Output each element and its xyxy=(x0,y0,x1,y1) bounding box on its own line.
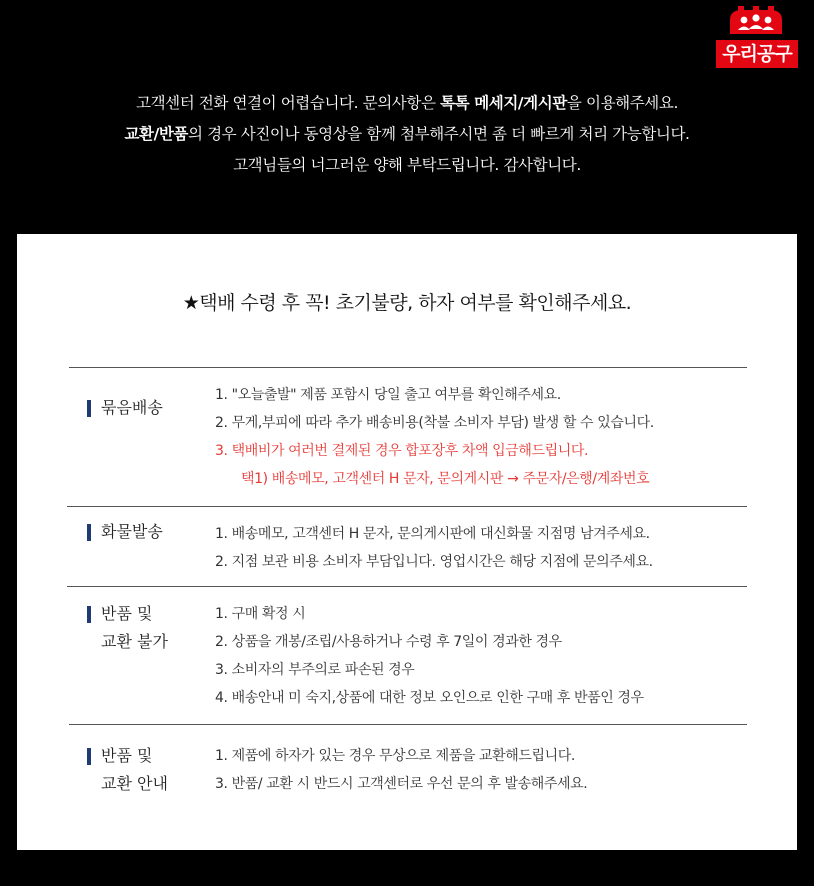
section-return-guide xyxy=(69,740,759,810)
list-item: 4. 배송안내 미 숙지,상품에 대한 정보 오인으로 인한 구매 후 반품인 경우 xyxy=(215,690,644,706)
divider xyxy=(69,367,747,368)
section-title xyxy=(87,394,163,422)
accent-bar xyxy=(87,606,91,623)
list-item: 2. 지점 보관 비용 소비자 부담입니다. 영업시간은 해당 지점에 문의주세요. xyxy=(215,554,653,570)
list-item: 1. 배송메모, 고객센터 H 문자, 문의게시판에 대신화물 지점명 남겨주세요. xyxy=(215,526,650,542)
section-title-text: 교환 안내 xyxy=(101,774,168,793)
accent-bar xyxy=(87,748,91,765)
list-item: 1. "오늘출발" 제품 포함시 당일 출고 여부를 확인해주세요. xyxy=(215,387,561,403)
divider xyxy=(67,586,747,587)
list-item: 1. 구매 확정 시 xyxy=(215,606,306,622)
info-card xyxy=(17,234,797,850)
notice-line-3: 고객님들의 너그러운 양해 부탁드립니다. 감사합니다. xyxy=(233,156,581,174)
section-return-not-allowed xyxy=(69,598,759,716)
divider xyxy=(67,506,747,507)
section-title xyxy=(87,600,168,656)
gear-people-icon xyxy=(724,6,788,34)
logo-text: 우리공구 xyxy=(716,40,798,68)
notice-text: 의 경우 사진이나 동영상을 함께 첨부해주시면 좀 더 빠르게 처리 가능합니다. xyxy=(188,125,690,143)
section-title-text: 반품 및 xyxy=(101,604,153,623)
accent-bar xyxy=(87,524,91,541)
section-items xyxy=(215,520,653,576)
section-title-text: 교환 불가 xyxy=(101,632,168,651)
notice-line-2 xyxy=(0,119,814,150)
section-bundle-shipping xyxy=(69,377,759,497)
accent-bar xyxy=(87,400,91,417)
section-title xyxy=(87,742,168,798)
section-title-text: 묶음배송 xyxy=(101,398,163,417)
list-item: 1. 제품에 하자가 있는 경우 무상으로 제품을 교환해드립니다. xyxy=(215,748,575,764)
list-item: 3. 반품/ 교환 시 반드시 고객센터로 우선 문의 후 발송해주세요. xyxy=(215,776,588,792)
section-title-text: 반품 및 xyxy=(101,746,153,765)
section-items xyxy=(215,742,587,798)
section-items xyxy=(215,381,654,493)
list-item: 택1) 배송메모, 고객센터 H 문자, 문의게시판 → 주문자/은행/계좌번호 xyxy=(241,471,650,487)
top-notice xyxy=(0,88,814,181)
section-items xyxy=(215,600,644,712)
list-item: 2. 상품을 개봉/조립/사용하거나 수령 후 7일이 경과한 경우 xyxy=(215,634,562,650)
list-item: 2. 무게,부피에 따라 추가 배송비용(착불 소비자 부담) 발생 할 수 있습니다. xyxy=(215,415,654,431)
section-freight xyxy=(69,517,759,581)
list-item: 3. 택배비가 여러번 결제된 경우 합포장후 차액 입금해드립니다. xyxy=(215,443,589,459)
notice-text: 고객센터 전화 연결이 어렵습니다. 문의사항은 xyxy=(136,94,441,112)
notice-line-1 xyxy=(0,88,814,119)
brand-logo xyxy=(716,4,798,72)
section-title-text: 화물발송 xyxy=(101,522,163,541)
notice-text: 을 이용해주세요. xyxy=(566,94,678,112)
headline: ★택배 수령 후 꼭! 초기불량, 하자 여부를 확인해주세요. xyxy=(182,292,632,314)
section-title xyxy=(87,518,163,546)
notice-emphasis: 톡톡 메세지/게시판 xyxy=(440,94,567,112)
divider xyxy=(69,724,747,725)
notice-emphasis: 교환/반품 xyxy=(124,125,188,143)
list-item: 3. 소비자의 부주의로 파손된 경우 xyxy=(215,662,415,678)
